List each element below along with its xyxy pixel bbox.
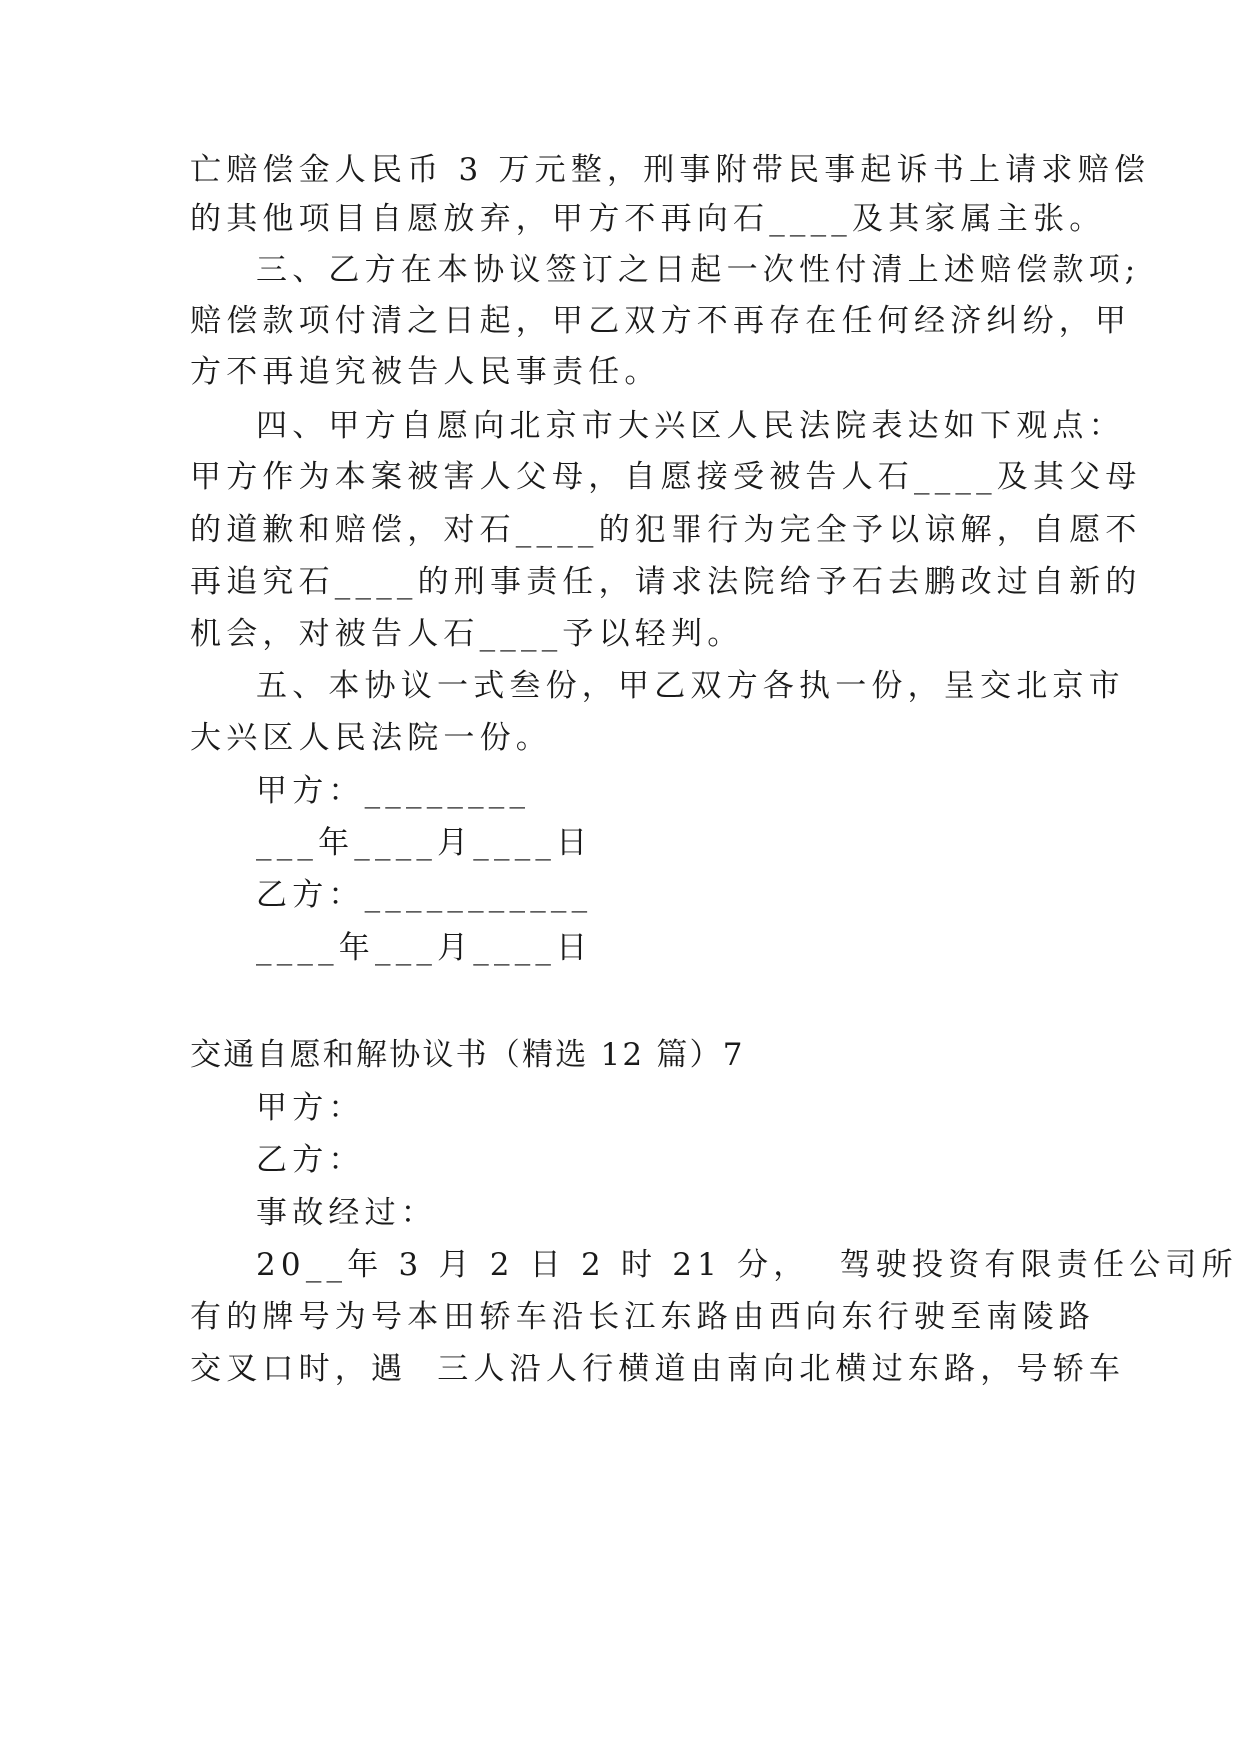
party-b-signature-line: 乙方：___________ bbox=[256, 877, 593, 913]
paragraph-line: 方不再追究被告人民事责任。 bbox=[190, 354, 661, 390]
party-a-date-line: ___年____月____日 bbox=[256, 825, 593, 861]
paragraph-line: 再追究石____的刑事责任，请求法院给予石去鹏改过自新的 bbox=[190, 564, 1142, 600]
accident-process-label: 事故经过： bbox=[256, 1195, 437, 1231]
paragraph-line: 20__年 3 月 2 日 2 时 21 分， 驾驶投资有限责任公司所 bbox=[256, 1247, 1238, 1283]
party-b-date-line: ____年___月____日 bbox=[256, 930, 593, 966]
clause-four-line: 四、甲方自愿向北京市大兴区人民法院表达如下观点： bbox=[256, 408, 1125, 444]
party-a-label: 甲方： bbox=[256, 1090, 365, 1126]
paragraph-line: 的道歉和赔偿，对石____的犯罪行为完全予以谅解，自愿不 bbox=[190, 512, 1142, 548]
party-a-signature-line: 甲方：________ bbox=[256, 773, 531, 809]
section-heading: 交通自愿和解协议书（精选 12 篇）7 bbox=[190, 1037, 745, 1073]
paragraph-line: 赔偿款项付清之日起，甲乙双方不再存在任何经济纠纷，甲 bbox=[190, 303, 1132, 339]
clause-three-line: 三、乙方在本协议签订之日起一次性付清上述赔偿款项; bbox=[256, 252, 1141, 288]
clause-five-line: 五、本协议一式叁份，甲乙双方各执一份，呈交北京市 bbox=[256, 668, 1125, 704]
paragraph-line: 机会，对被告人石____予以轻判。 bbox=[190, 616, 744, 652]
party-b-label: 乙方： bbox=[256, 1142, 365, 1178]
paragraph-line: 的其他项目自愿放弃，甲方不再向石____及其家属主张。 bbox=[190, 201, 1106, 237]
paragraph-line: 甲方作为本案被害人父母，自愿接受被告人石____及其父母 bbox=[190, 459, 1142, 495]
paragraph-line: 有的牌号为号本田轿车沿长江东路由西向东行驶至南陵路 bbox=[190, 1299, 1095, 1335]
paragraph-line: 亡赔偿金人民币 3 万元整，刑事附带民事起诉书上请求赔偿 bbox=[190, 152, 1151, 188]
paragraph-line: 交叉口时，遇 三人沿人行横道由南向北横过东路，号轿车 bbox=[190, 1351, 1126, 1387]
paragraph-line: 大兴区人民法院一份。 bbox=[190, 720, 552, 756]
